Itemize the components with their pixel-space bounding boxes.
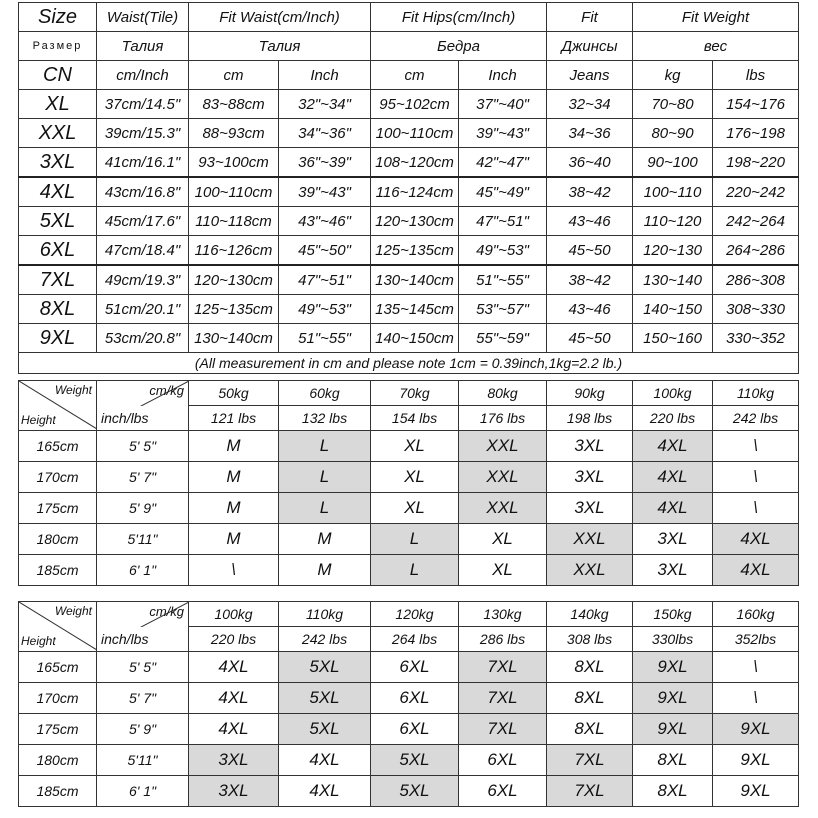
- size-value: 120~130: [633, 236, 713, 266]
- size-label: 4XL: [19, 177, 97, 207]
- kg-header: 110kg: [713, 381, 799, 406]
- lbs-header: 220 lbs: [189, 627, 279, 652]
- height-cm: 165cm: [19, 431, 97, 462]
- grid-row: [19, 431, 799, 462]
- size-cell: XXL: [547, 555, 633, 586]
- lbs-header: 154 lbs: [371, 406, 459, 431]
- size-cell: 8XL: [633, 776, 713, 807]
- size-value: 39"~43": [459, 119, 547, 148]
- height-inch: 5' 9": [97, 493, 189, 524]
- size-value: 330~352: [713, 324, 799, 353]
- header-unit: Inch: [459, 61, 547, 90]
- header-fit-waist: Fit Waist(cm/Inch): [189, 3, 371, 32]
- size-cell: L: [371, 555, 459, 586]
- size-cell: 6XL: [371, 683, 459, 714]
- size-cell: 5XL: [279, 683, 371, 714]
- size-cell: 8XL: [547, 683, 633, 714]
- size-cell: 3XL: [547, 462, 633, 493]
- size-value: 125~135cm: [371, 236, 459, 266]
- size-cell: 9XL: [713, 714, 799, 745]
- lbs-header: 242 lbs: [713, 406, 799, 431]
- height-cm: 175cm: [19, 714, 97, 745]
- size-cell: XXL: [547, 524, 633, 555]
- size-cell: 9XL: [633, 652, 713, 683]
- size-cell: 4XL: [633, 493, 713, 524]
- kg-header: 90kg: [547, 381, 633, 406]
- height-inch: 5'11": [97, 524, 189, 555]
- height-inch: 6' 1": [97, 555, 189, 586]
- size-cell: 5XL: [279, 652, 371, 683]
- size-value: 47cm/18.4": [97, 236, 189, 266]
- size-value: 45"~49": [459, 177, 547, 207]
- unit-inchlbs: inch/lbs: [97, 406, 189, 431]
- height-label: Height: [21, 634, 56, 648]
- kg-header: 110kg: [279, 602, 371, 627]
- size-cell: \: [713, 683, 799, 714]
- size-cell: 8XL: [633, 745, 713, 776]
- size-row: [19, 119, 799, 148]
- grid-row: [19, 745, 799, 776]
- header-bedra: Бедра: [371, 32, 547, 61]
- height-inch: 5' 5": [97, 652, 189, 683]
- size-value: 120~130cm: [189, 265, 279, 295]
- size-cell: 3XL: [547, 493, 633, 524]
- size-cell: 3XL: [633, 555, 713, 586]
- header-unit: cm: [371, 61, 459, 90]
- header-waist-tile: Waist(Tile): [97, 3, 189, 32]
- header-size: Size: [19, 3, 97, 32]
- lbs-header: 220 lbs: [633, 406, 713, 431]
- note-row: [19, 353, 799, 374]
- header-fit: Fit: [547, 3, 633, 32]
- lbs-header: 242 lbs: [279, 627, 371, 652]
- kg-header: 80kg: [459, 381, 547, 406]
- grid-header-row-2: [19, 627, 799, 652]
- size-cell: XXL: [459, 493, 547, 524]
- size-value: 43"~46": [279, 207, 371, 236]
- size-cell: 8XL: [547, 652, 633, 683]
- size-value: 110~120: [633, 207, 713, 236]
- header-cn: CN: [19, 61, 97, 90]
- grid-row: [19, 776, 799, 807]
- kg-header: 160kg: [713, 602, 799, 627]
- size-cell: 4XL: [713, 524, 799, 555]
- size-row: [19, 236, 799, 266]
- lbs-header: 121 lbs: [189, 406, 279, 431]
- size-value: 220~242: [713, 177, 799, 207]
- weight-height-diagonal-cell: [19, 381, 97, 431]
- height-cm: 165cm: [19, 652, 97, 683]
- size-cell: M: [189, 493, 279, 524]
- kg-header: 130kg: [459, 602, 547, 627]
- lbs-header: 286 lbs: [459, 627, 547, 652]
- size-value: 53cm/20.8": [97, 324, 189, 353]
- header-fit-weight: Fit Weight: [633, 3, 799, 32]
- size-value: 51cm/20.1": [97, 295, 189, 324]
- size-label: 9XL: [19, 324, 97, 353]
- weight-label: Weight: [54, 383, 92, 397]
- header-dzhinsy: Джинсы: [547, 32, 633, 61]
- unit-cmkg: cm/kg: [149, 604, 184, 619]
- size-cell: XL: [371, 431, 459, 462]
- grid-header-row: [19, 602, 799, 627]
- size-label: 7XL: [19, 265, 97, 295]
- size-cell: \: [713, 493, 799, 524]
- size-value: 43~46: [547, 207, 633, 236]
- lbs-header: 176 lbs: [459, 406, 547, 431]
- height-inch: 5' 9": [97, 714, 189, 745]
- weight-height-diagonal-cell: [19, 602, 97, 652]
- size-row: [19, 90, 799, 119]
- size-value: 88~93cm: [189, 119, 279, 148]
- size-cell: XXL: [459, 462, 547, 493]
- height-inch: 5'11": [97, 745, 189, 776]
- size-cell: XXL: [459, 431, 547, 462]
- size-cell: 7XL: [459, 652, 547, 683]
- size-cell: XL: [371, 462, 459, 493]
- size-value: 120~130cm: [371, 207, 459, 236]
- size-cell: 5XL: [371, 776, 459, 807]
- header-unit: Inch: [279, 61, 371, 90]
- size-row: [19, 295, 799, 324]
- height-cm: 175cm: [19, 493, 97, 524]
- grid-row: [19, 524, 799, 555]
- size-value: 39"~43": [279, 177, 371, 207]
- size-value: 45cm/17.6": [97, 207, 189, 236]
- size-label: XL: [19, 90, 97, 119]
- grid-header-row: [19, 381, 799, 406]
- size-value: 80~90: [633, 119, 713, 148]
- size-value: 37cm/14.5": [97, 90, 189, 119]
- kg-header: 120kg: [371, 602, 459, 627]
- size-value: 100~110cm: [189, 177, 279, 207]
- kg-header: 50kg: [189, 381, 279, 406]
- height-label: Height: [21, 413, 56, 427]
- size-value: 49"~53": [459, 236, 547, 266]
- size-value: 45~50: [547, 324, 633, 353]
- size-cell: L: [279, 493, 371, 524]
- size-value: 100~110: [633, 177, 713, 207]
- kg-header: 100kg: [633, 381, 713, 406]
- size-label: 6XL: [19, 236, 97, 266]
- size-value: 49cm/19.3": [97, 265, 189, 295]
- lbs-header: 308 lbs: [547, 627, 633, 652]
- size-value: 43cm/16.8": [97, 177, 189, 207]
- size-cell: L: [279, 462, 371, 493]
- grid-header-row-2: [19, 406, 799, 431]
- grid-row: [19, 652, 799, 683]
- header-unit: Jeans: [547, 61, 633, 90]
- size-value: 286~308: [713, 265, 799, 295]
- header-unit: cm/Inch: [97, 61, 189, 90]
- size-cell: 4XL: [713, 555, 799, 586]
- size-value: 49"~53": [279, 295, 371, 324]
- size-value: 198~220: [713, 148, 799, 178]
- height-inch: 6' 1": [97, 776, 189, 807]
- size-cell: M: [189, 462, 279, 493]
- size-cell: \: [713, 652, 799, 683]
- size-cell: \: [189, 555, 279, 586]
- size-value: 264~286: [713, 236, 799, 266]
- measurement-note: (All measurement in cm and please note 1cm = 0.39inch,1kg=2.2 lb.): [19, 353, 799, 374]
- size-value: 38~42: [547, 265, 633, 295]
- size-cell: 3XL: [189, 776, 279, 807]
- height-weight-grid-2: [18, 601, 799, 807]
- size-cell: L: [371, 524, 459, 555]
- size-cell: 6XL: [371, 652, 459, 683]
- unit-inchlbs: inch/lbs: [97, 627, 189, 652]
- height-cm: 180cm: [19, 745, 97, 776]
- size-cell: 4XL: [633, 431, 713, 462]
- size-cell: 4XL: [189, 683, 279, 714]
- grid-row: [19, 714, 799, 745]
- size-value: 51"~55": [459, 265, 547, 295]
- size-cell: M: [279, 524, 371, 555]
- lbs-header: 352lbs: [713, 627, 799, 652]
- size-value: 110~118cm: [189, 207, 279, 236]
- size-chart-table: [18, 2, 799, 374]
- size-value: 32"~34": [279, 90, 371, 119]
- size-value: 41cm/16.1": [97, 148, 189, 178]
- size-cell: 3XL: [547, 431, 633, 462]
- size-value: 130~140cm: [189, 324, 279, 353]
- size-value: 34~36: [547, 119, 633, 148]
- size-value: 93~100cm: [189, 148, 279, 178]
- size-value: 36~40: [547, 148, 633, 178]
- kg-header: 70kg: [371, 381, 459, 406]
- height-cm: 170cm: [19, 683, 97, 714]
- size-value: 116~124cm: [371, 177, 459, 207]
- height-inch: 5' 7": [97, 683, 189, 714]
- height-cm: 185cm: [19, 555, 97, 586]
- size-cell: 3XL: [189, 745, 279, 776]
- height-weight-grid-1: [18, 380, 799, 586]
- header-ves: вес: [633, 32, 799, 61]
- header-row-3: [19, 61, 799, 90]
- size-cell: \: [713, 462, 799, 493]
- size-cell: 7XL: [459, 683, 547, 714]
- size-row: [19, 265, 799, 295]
- height-inch: 5' 7": [97, 462, 189, 493]
- unit-cmkg: cm/kg: [149, 383, 184, 398]
- size-value: 47"~51": [279, 265, 371, 295]
- lbs-header: 264 lbs: [371, 627, 459, 652]
- lbs-header: 330lbs: [633, 627, 713, 652]
- kg-header: 150kg: [633, 602, 713, 627]
- height-cm: 185cm: [19, 776, 97, 807]
- size-value: 38~42: [547, 177, 633, 207]
- size-value: 42"~47": [459, 148, 547, 178]
- size-cell: M: [279, 555, 371, 586]
- size-row: [19, 177, 799, 207]
- size-cell: 9XL: [633, 683, 713, 714]
- size-value: 140~150cm: [371, 324, 459, 353]
- header-talia-1: Талия: [97, 32, 189, 61]
- size-label: 3XL: [19, 148, 97, 178]
- size-value: 176~198: [713, 119, 799, 148]
- size-label: XXL: [19, 119, 97, 148]
- size-value: 36"~39": [279, 148, 371, 178]
- size-value: 70~80: [633, 90, 713, 119]
- header-talia-2: Талия: [189, 32, 371, 61]
- unit-diagonal-cell: [97, 602, 189, 627]
- size-value: 43~46: [547, 295, 633, 324]
- header-unit: lbs: [713, 61, 799, 90]
- size-cell: 6XL: [371, 714, 459, 745]
- size-value: 32~34: [547, 90, 633, 119]
- size-value: 55"~59": [459, 324, 547, 353]
- size-cell: L: [279, 431, 371, 462]
- grid-row: [19, 683, 799, 714]
- weight-label: Weight: [54, 604, 92, 618]
- header-row-1: [19, 3, 799, 32]
- header-row-2: [19, 32, 799, 61]
- size-value: 95~102cm: [371, 90, 459, 119]
- size-value: 37"~40": [459, 90, 547, 119]
- size-cell: 7XL: [459, 714, 547, 745]
- size-value: 83~88cm: [189, 90, 279, 119]
- header-fit-hips: Fit Hips(cm/Inch): [371, 3, 547, 32]
- grid-row: [19, 462, 799, 493]
- size-value: 53"~57": [459, 295, 547, 324]
- size-cell: 4XL: [189, 652, 279, 683]
- kg-header: 100kg: [189, 602, 279, 627]
- size-value: 34"~36": [279, 119, 371, 148]
- size-cell: 7XL: [547, 776, 633, 807]
- size-cell: \: [713, 431, 799, 462]
- size-value: 51"~55": [279, 324, 371, 353]
- size-label: 8XL: [19, 295, 97, 324]
- lbs-header: 198 lbs: [547, 406, 633, 431]
- size-cell: 4XL: [633, 462, 713, 493]
- size-cell: 5XL: [371, 745, 459, 776]
- size-value: 150~160: [633, 324, 713, 353]
- size-cell: XL: [459, 555, 547, 586]
- size-value: 125~135cm: [189, 295, 279, 324]
- size-cell: XL: [371, 493, 459, 524]
- size-cell: 5XL: [279, 714, 371, 745]
- size-cell: 8XL: [547, 714, 633, 745]
- unit-diagonal-cell: [97, 381, 189, 406]
- grid-row: [19, 555, 799, 586]
- size-value: 116~126cm: [189, 236, 279, 266]
- height-inch: 5' 5": [97, 431, 189, 462]
- size-value: 130~140cm: [371, 265, 459, 295]
- size-value: 135~145cm: [371, 295, 459, 324]
- size-value: 47"~51": [459, 207, 547, 236]
- size-cell: M: [189, 524, 279, 555]
- size-cell: 9XL: [633, 714, 713, 745]
- size-cell: 7XL: [547, 745, 633, 776]
- size-value: 130~140: [633, 265, 713, 295]
- size-value: 108~120cm: [371, 148, 459, 178]
- size-value: 45"~50": [279, 236, 371, 266]
- size-value: 308~330: [713, 295, 799, 324]
- size-value: 39cm/15.3": [97, 119, 189, 148]
- size-row: [19, 207, 799, 236]
- size-cell: 6XL: [459, 745, 547, 776]
- header-unit: kg: [633, 61, 713, 90]
- size-cell: 4XL: [279, 776, 371, 807]
- kg-header: 140kg: [547, 602, 633, 627]
- size-row: [19, 324, 799, 353]
- size-cell: 6XL: [459, 776, 547, 807]
- size-value: 140~150: [633, 295, 713, 324]
- size-label: 5XL: [19, 207, 97, 236]
- size-value: 45~50: [547, 236, 633, 266]
- size-cell: 4XL: [279, 745, 371, 776]
- size-cell: 9XL: [713, 745, 799, 776]
- size-cell: M: [189, 431, 279, 462]
- size-cell: 4XL: [189, 714, 279, 745]
- size-value: 100~110cm: [371, 119, 459, 148]
- size-row: [19, 148, 799, 178]
- size-cell: 3XL: [633, 524, 713, 555]
- height-cm: 170cm: [19, 462, 97, 493]
- kg-header: 60kg: [279, 381, 371, 406]
- size-value: 90~100: [633, 148, 713, 178]
- header-unit: cm: [189, 61, 279, 90]
- grid-row: [19, 493, 799, 524]
- lbs-header: 132 lbs: [279, 406, 371, 431]
- size-cell: 9XL: [713, 776, 799, 807]
- size-cell: XL: [459, 524, 547, 555]
- size-value: 242~264: [713, 207, 799, 236]
- height-cm: 180cm: [19, 524, 97, 555]
- size-value: 154~176: [713, 90, 799, 119]
- header-razmer: Размер: [19, 32, 97, 61]
